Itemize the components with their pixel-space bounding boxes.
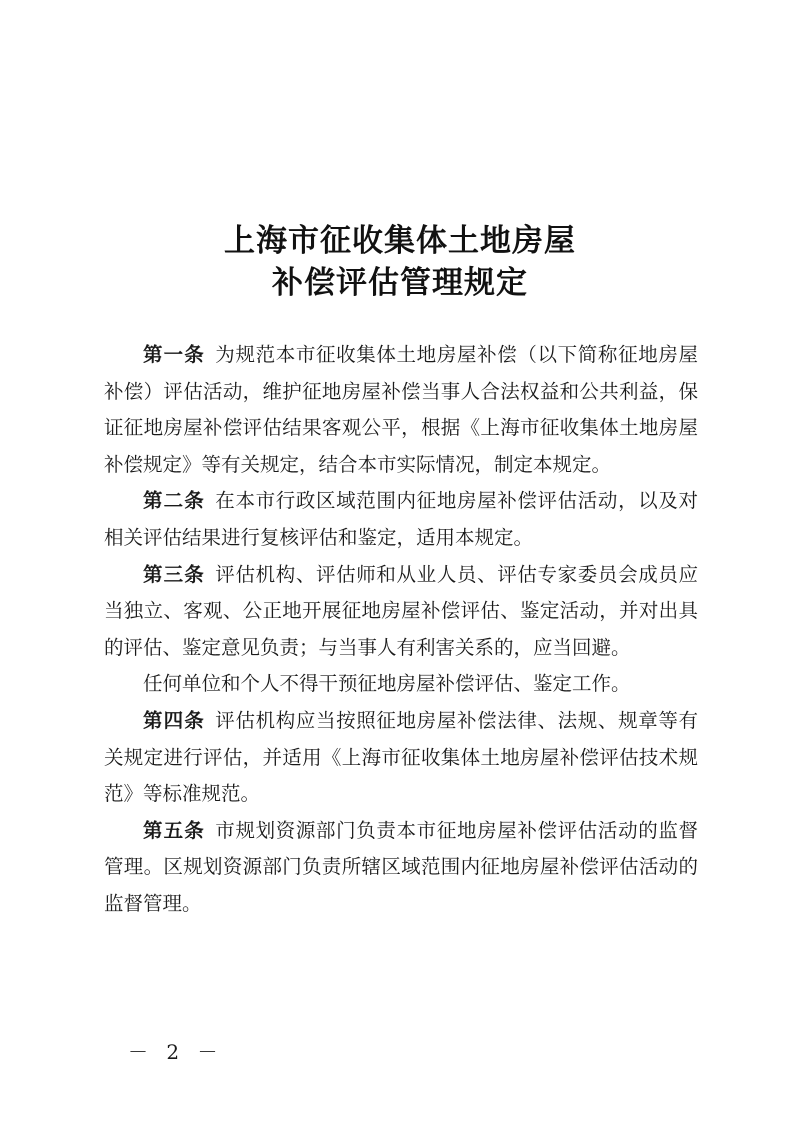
article-4 (104, 703, 698, 813)
article-2-label: 第二条 (143, 489, 205, 513)
article-3-label: 第三条 (143, 562, 205, 586)
article-5 (104, 813, 698, 923)
article-5-label: 第五条 (143, 818, 205, 842)
article-3-paragraph-2 (104, 666, 698, 703)
article-1-text: 为规范本市征收集体土地房屋补偿（以下简称征地房屋补偿）评估活动，维护征地房屋补偿当事人合法权益和公共利益，保证征地房屋补偿评估结果客观公平，根据《上海市征收集体土地房屋补偿规定》等有关规定，结合本市实际情况，制定本规定。 (104, 343, 698, 476)
document-body (104, 337, 698, 923)
article-2 (104, 483, 698, 556)
article-4-label: 第四条 (143, 708, 205, 732)
article-1-label: 第一条 (143, 343, 205, 366)
document-title (0, 220, 800, 304)
article-1 (104, 337, 698, 483)
title-line-2: 补偿评估管理规定 (272, 265, 528, 301)
article-2-text: 在本市行政区域范围内征地房屋补偿评估活动，以及对相关评估结果进行复核评估和鉴定，适用本规定。 (104, 489, 698, 549)
article-4-text: 评估机构应当按照征地房屋补偿法律、法规、规章等有关规定进行评估，并适用《上海市征收集体土地房屋补偿评估技术规范》等标准规范。 (104, 708, 698, 806)
article-3 (104, 557, 698, 667)
article-5-text: 市规划资源部门负责本市征地房屋补偿评估活动的监督管理。区规划资源部门负责所辖区域范围内征地房屋补偿评估活动的监督管理。 (104, 818, 698, 915)
page-number: － 2 － (128, 1040, 224, 1064)
article-3-paragraph-2-text: 任何单位和个人不得干预征地房屋补偿评估、鉴定工作。 (143, 672, 631, 696)
title-line-1: 上海市征收集体土地房屋 (224, 223, 576, 259)
article-3-text: 评估机构、评估师和从业人员、评估专家委员会成员应当独立、客观、公正地开展征地房屋补偿评估、鉴定活动，并对出具的评估、鉴定意见负责；与当事人有利害关系的，应当回避。 (104, 562, 698, 659)
